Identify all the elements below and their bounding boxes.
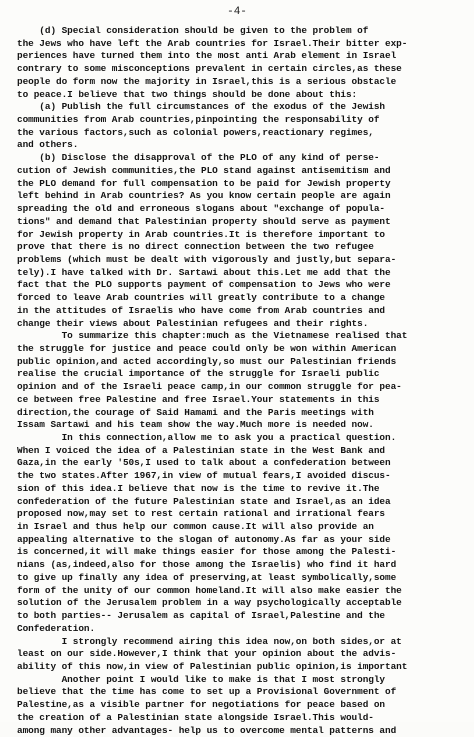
text-line: Issam Sartawi and his team show the way.Much more is needed now. bbox=[17, 419, 374, 431]
text-line: form of the unity of our common homeland.It will also make easier the bbox=[17, 584, 402, 596]
text-line: contrary to some misconceptions prevalent in certain circles,as these bbox=[17, 63, 402, 75]
text-line: ability of this now,in view of Palestinian public opinion,is important bbox=[17, 660, 408, 672]
text-line: the Jews who have left the Arab countries for Israel.Their bitter exp- bbox=[17, 37, 408, 49]
text-line: To summarize this chapter:much as the Vietnamese realised that bbox=[17, 330, 408, 342]
text-line: believe that the time has come to set up a Provisional Government of bbox=[17, 686, 397, 698]
text-line: (a) Publish the full circumstances of the exodus of the Jewish bbox=[17, 101, 386, 113]
text-line: cution of Jewish communities,the PLO stand against antisemitism and bbox=[17, 164, 391, 176]
text-line: the struggle for justice and peace could only be won within American bbox=[17, 342, 397, 354]
text-line: to both parties-- Jerusalem as capital of Israel,Palestine and the bbox=[17, 610, 386, 622]
text-line: the two states.After 1967,in view of mutual fears,I avoided discus- bbox=[17, 470, 391, 482]
text-line: (b) Disclose the disapproval of the PLO of any kind of perse- bbox=[17, 152, 380, 164]
text-line: (d) Special consideration should be given to the problem of bbox=[17, 25, 369, 36]
text-line: is concerned,it will make things easier for those among the Palesti- bbox=[17, 546, 397, 558]
text-line: nians (as,indeed,also for those among the Israelis) who find it hard bbox=[17, 559, 397, 571]
letter-body bbox=[17, 25, 469, 737]
text-line: for Jewish property in Arab countries.It is therefore important to bbox=[17, 228, 386, 240]
text-line: proposed now,may set to rest certain rational and irrational fears bbox=[17, 508, 386, 520]
text-line: In this connection,allow me to ask you a practical question. bbox=[17, 432, 397, 443]
page-number: -4- bbox=[227, 6, 247, 18]
text-line: appealing alternative to the slogan of autonomy.As far as your side bbox=[17, 533, 391, 545]
text-line: Gaza,in the early '50s,I used to talk about a confederation between bbox=[17, 457, 391, 469]
text-line: direction,the courage of Said Hamami and the Paris meetings with bbox=[17, 406, 374, 418]
text-line: tions" and demand that Palestinian property should serve as payment bbox=[17, 215, 391, 227]
text-line: to give up finally any idea of preserving,at least symbolically,some bbox=[17, 571, 397, 583]
text-line: the creation of a Palestinian state alongside Israel.This would- bbox=[17, 711, 374, 723]
text-line: left behind in Arab countries? As you know certain people are again bbox=[17, 190, 391, 202]
text-line: to peace.I believe that two things should be done about this: bbox=[17, 88, 358, 100]
text-line: periences have turned them into the most anti Arab element in Israel bbox=[17, 50, 397, 62]
text-line: people do form now the majority in Israel,this is a serious obstacle bbox=[17, 75, 397, 87]
text-line: solution of the Jerusalem problem in a way psychologically acceptable bbox=[17, 597, 402, 609]
text-line: realise the crucial importance of the struggle for Israeli public bbox=[17, 368, 380, 380]
text-line: problems (which must be dealt with vigorously and justly,but separa- bbox=[17, 253, 397, 265]
text-line: opinion and of the Israeli peace camp,in our common struggle for pea- bbox=[17, 381, 402, 393]
text-line: tely).I have talked with Dr. Sartawi about this.Let me add that the bbox=[17, 266, 391, 278]
text-line: Confederation. bbox=[17, 622, 96, 634]
text-line: sion of this idea.I believe that now is the time to revive it.The bbox=[17, 482, 380, 494]
text-line: in the attitudes of Israelis who have come from Arab countries and bbox=[17, 304, 386, 316]
text-line: among many other advantages- help us to overcome mental patterns and bbox=[17, 724, 397, 736]
text-line: the various factors,such as colonial powers,reactionary regimes, bbox=[17, 126, 374, 138]
text-line: and others. bbox=[17, 139, 79, 151]
text-line: public opinion,and acted accordingly,so must our Palestinian friends bbox=[17, 355, 397, 367]
text-line: prove that there is no direct connection between the two refugee bbox=[17, 241, 374, 253]
text-line: When I voiced the idea of a Palestinian state in the West Bank and bbox=[17, 444, 386, 456]
text-line: ce between free Palestine and free Israel.Your statements in this bbox=[17, 393, 380, 405]
text-line: communities from Arab countries,pinpointing the responsability of bbox=[17, 114, 380, 126]
text-line: change their views about Palestinian refugees and their rights. bbox=[17, 317, 369, 329]
text-line: least on our side.However,I think that your opinion about the advis- bbox=[17, 648, 397, 660]
text-line: in Israel and thus help our common cause.It will also provide an bbox=[17, 521, 374, 533]
text-line: I strongly recommend airing this idea now,on both sides,or at bbox=[17, 635, 402, 647]
text-line: spreading the old and erroneous slogans about "exchange of popula- bbox=[17, 203, 386, 215]
text-line: Another point I would like to make is that I most strongly bbox=[17, 673, 386, 685]
text-line: the PLO demand for full compensation to be paid for Jewish property bbox=[17, 177, 391, 189]
text-line: fact that the PLO supports payment of compensation to Jews who were bbox=[17, 279, 391, 291]
text-line: forced to leave Arab countries will greatly contribute to a change bbox=[17, 292, 386, 304]
text-line: Palestine,as a visible partner for negotiations for peace based on bbox=[17, 699, 386, 711]
text-line: confederation of the future Palestinian state and Israel,as an idea bbox=[17, 495, 391, 507]
